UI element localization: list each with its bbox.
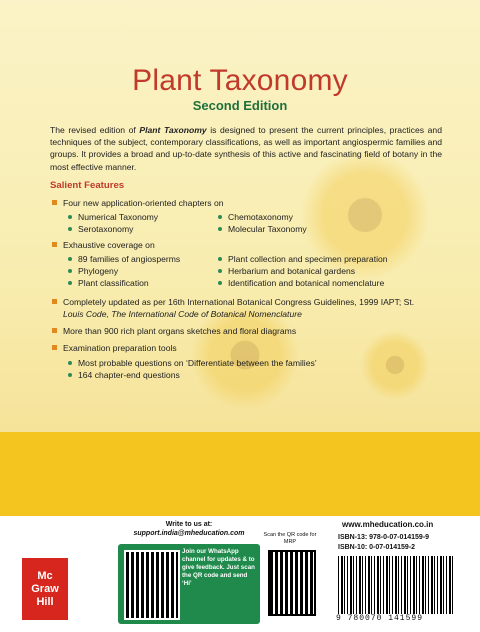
bullet-square-icon [52, 345, 57, 350]
bullet-dot-icon [218, 269, 222, 273]
feature-text-continued: Louis Code, The International Code of Botanical Nomenclature [63, 309, 302, 319]
support-email[interactable]: support.india@mheducation.com [133, 530, 245, 537]
salient-features-heading: Salient Features [50, 180, 125, 191]
feature-item [52, 343, 177, 353]
website-url[interactable]: www.mheducation.co.in [342, 520, 434, 529]
feature-text: Exhaustive coverage on [63, 240, 155, 250]
isbn-10: ISBN-10: 0-07-014159-2 [338, 544, 416, 551]
whatsapp-qr-code[interactable] [124, 550, 180, 620]
edition-label: Second Edition [192, 98, 288, 113]
barcode-number: 9 780070 141599 [336, 614, 424, 623]
sub-item [68, 370, 180, 380]
sub-item [68, 224, 133, 234]
scan-label: Scan the QR code for MRP [263, 532, 317, 545]
feature-text: Completely updated as per 16th International Botanical Congress Guidelines, 1999 IAPT; St. [63, 297, 415, 307]
bullet-square-icon [52, 200, 57, 205]
sub-item-text: Phylogeny [78, 266, 119, 276]
sub-item-text: Identification and botanical nomenclature [228, 278, 385, 288]
isbn-13: ISBN-13: 978-0-07-014159-9 [338, 534, 430, 541]
bullet-dot-icon [68, 215, 72, 219]
sub-item [68, 254, 180, 264]
sunflower-decoration [360, 330, 430, 400]
logo-line: Hill [36, 595, 54, 608]
bullet-dot-icon [218, 215, 222, 219]
whatsapp-text: Join our WhatsApp channel for updates & to give feedback. Just scan the QR code and send ‘Hi’ [182, 548, 255, 587]
barcode [338, 556, 454, 614]
sub-item-text: Plant classification [78, 278, 149, 288]
sub-item-text: Serotaxonomy [78, 224, 134, 234]
feature-item [52, 326, 296, 336]
sub-item-text: Numerical Taxonomy [78, 212, 159, 222]
sub-item [218, 278, 384, 288]
sub-item [68, 358, 317, 368]
sub-item [68, 266, 118, 276]
sub-item [218, 254, 388, 264]
bullet-dot-icon [68, 361, 72, 365]
sub-item-text: Herbarium and botanical gardens [228, 266, 356, 276]
feature-text: Four new application-oriented chapters on [63, 198, 224, 208]
feature-item [52, 240, 155, 250]
feature-text: Examination preparation tools [63, 343, 177, 353]
intro-after: is designed to present the current principles, practices and techniques of the subject, contemporary classifications, as well as important angiospermic families and groups. It provides a broad and up-to-date synthesis of this active and fascinating field of botany in the most effective manner. [50, 125, 442, 172]
feature-text: More than 900 rich plant organs sketches and floral diagrams [63, 326, 297, 336]
bullet-dot-icon [218, 227, 222, 231]
bullet-dot-icon [68, 257, 72, 261]
logo-line: Graw [31, 582, 59, 595]
book-title: Plant Taxonomy [132, 64, 348, 97]
bullet-dot-icon [68, 227, 72, 231]
intro-paragraph [50, 124, 442, 173]
bullet-dot-icon [68, 281, 72, 285]
sub-item [68, 212, 158, 222]
contact-block [118, 520, 260, 538]
sub-item-text: Most probable questions on ‘Differentiate between the families’ [78, 358, 317, 368]
sub-item-text: Molecular Taxonomy [228, 224, 307, 234]
bullet-dot-icon [68, 269, 72, 273]
sub-item-text: 164 chapter-end questions [78, 370, 180, 380]
sub-item-text: 89 families of angiosperms [78, 254, 181, 264]
sub-item [218, 266, 355, 276]
sub-item [218, 224, 307, 234]
write-label: Write to us at: [165, 521, 213, 528]
intro-before: The revised edition of [50, 125, 140, 135]
logo-line: Mc [37, 569, 53, 582]
feature-item [52, 198, 224, 208]
bullet-dot-icon [218, 257, 222, 261]
bullet-square-icon [52, 242, 57, 247]
bullet-dot-icon [218, 281, 222, 285]
bullet-dot-icon [68, 373, 72, 377]
sub-item-text: Chemotaxonomy [228, 212, 293, 222]
sub-item [68, 278, 149, 288]
bullet-square-icon [52, 299, 57, 304]
bullet-square-icon [52, 328, 57, 333]
feature-item [52, 297, 414, 307]
mcgraw-hill-logo [22, 558, 68, 620]
sub-item [218, 212, 293, 222]
intro-book-title: Plant Taxonomy [139, 125, 207, 135]
mrp-qr-code[interactable] [268, 550, 316, 616]
sub-item-text: Plant collection and specimen preparation [228, 254, 388, 264]
